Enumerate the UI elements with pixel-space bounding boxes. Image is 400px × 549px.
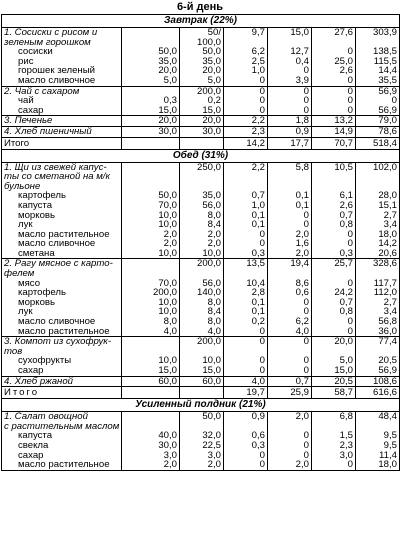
page-title: 6-й день — [176, 1, 224, 13]
net-weight: 60,0 — [180, 376, 224, 387]
kcal-value: 56,9 0 56,9 — [356, 86, 400, 116]
total-empty — [122, 387, 180, 399]
fat-value: 0 0 0 — [268, 86, 312, 116]
kcal-value: 78,6 — [356, 126, 400, 137]
total-empty — [180, 137, 224, 149]
kcal-value: 303,9 138,5 115,5 14,4 35,5 — [356, 28, 400, 87]
dish-name: 2. Чай с сахаром чай сахар — [2, 86, 122, 116]
fat-value: 19,4 8,6 0,6 0 0 6,2 4,0 — [268, 259, 312, 337]
section-title: Обед (31%) — [2, 149, 400, 162]
protein-value: 0 0 0 — [224, 337, 268, 376]
dish-name: 2. Рагу мясное с карто- фелем мясо картофель морковь лук масло сливочное масло растительное — [2, 259, 122, 337]
total-value: 17,7 — [268, 137, 312, 149]
dish-name: 1. Сосиски с рисом и зеленым горошком сосиски рис горошек зеленый масло сливочное — [2, 28, 122, 87]
dish-name: 4. Хлеб ржаной — [2, 376, 122, 387]
menu-table — [1, 14, 400, 471]
fat-value: 0,7 — [268, 376, 312, 387]
net-weight: 200,0 56,0 140,0 8,0 8,4 8,0 4,0 — [180, 259, 224, 337]
protein-value: 2,3 — [224, 126, 268, 137]
net-weight: 30,0 — [180, 126, 224, 137]
net-weight: 20,0 — [180, 116, 224, 127]
carbs-value: 27,6 0 25,0 2,6 0 — [312, 28, 356, 87]
gross-weight: 50,0 70,0 10,0 10,0 2,0 2,0 10,0 — [122, 162, 180, 259]
protein-value: 0 0 0 — [224, 86, 268, 116]
dish-row — [2, 376, 400, 387]
kcal-value: 328,6 117,7 112,0 2,7 3,4 56,8 36,0 — [356, 259, 400, 337]
dish-row — [2, 28, 400, 87]
kcal-value: 79,0 — [356, 116, 400, 127]
net-weight: 50/ 100,0 50,0 35,0 20,0 5,0 — [180, 28, 224, 87]
gross-weight: 0,3 15,0 — [122, 86, 180, 116]
total-value: 25,9 — [268, 387, 312, 399]
carbs-value: 0 0 0 — [312, 86, 356, 116]
gross-weight: 60,0 — [122, 376, 180, 387]
dish-row — [2, 86, 400, 116]
gross-weight: 20,0 — [122, 116, 180, 127]
protein-value: 9,7 6,2 2,5 1,0 0 — [224, 28, 268, 87]
kcal-value: 77,4 20,5 56,9 — [356, 337, 400, 376]
total-value: 70,7 — [312, 137, 356, 149]
protein-value: 2,2 0,7 1,0 0,1 0,1 0 0 0,3 — [224, 162, 268, 259]
section-header — [2, 15, 400, 28]
carbs-value: 25,7 0 24,2 0,7 0,8 0 0 — [312, 259, 356, 337]
total-label: Итого — [2, 387, 122, 399]
gross-weight: 70,0 200,0 10,0 10,0 8,0 4,0 — [122, 259, 180, 337]
dish-name: 1. Салат овощной с растительным маслом капуста свекла сахар масло растительное — [2, 412, 122, 471]
gross-weight: 40,0 30,0 3,0 2,0 — [122, 412, 180, 471]
total-value: 58,7 — [312, 387, 356, 399]
total-empty — [122, 137, 180, 149]
protein-value: 2,2 — [224, 116, 268, 127]
gross-weight: 30,0 — [122, 126, 180, 137]
protein-value: 0,9 0,6 0,3 0 0 — [224, 412, 268, 471]
carbs-value: 10,5 6,1 2,6 0,7 0,8 0 0 0,3 — [312, 162, 356, 259]
gross-weight: 50,0 35,0 20,0 5,0 — [122, 28, 180, 87]
protein-value: 13,5 10,4 2,8 0,1 0,1 0,2 0 — [224, 259, 268, 337]
dish-row — [2, 337, 400, 376]
total-empty — [180, 387, 224, 399]
total-value: 19,7 — [224, 387, 268, 399]
gross-weight: 10,0 15,0 — [122, 337, 180, 376]
carbs-value: 13,2 — [312, 116, 356, 127]
total-row — [2, 387, 400, 399]
total-value: 518,4 — [356, 137, 400, 149]
section-title: Завтрак (22%) — [2, 15, 400, 28]
fat-value: 0,9 — [268, 126, 312, 137]
carbs-value: 20,0 5,0 15,0 — [312, 337, 356, 376]
net-weight: 50,0 32,0 22,5 3,0 2,0 — [180, 412, 224, 471]
kcal-value: 48,4 9,5 9,5 11,4 18,0 — [356, 412, 400, 471]
kcal-value: 102,0 28,0 15,1 2,7 3,4 18,0 14,2 20,6 — [356, 162, 400, 259]
dish-row — [2, 259, 400, 337]
section-header — [2, 149, 400, 162]
fat-value: 15,0 12,7 0,4 0 3,9 — [268, 28, 312, 87]
section-title: Усиленный полдник (21%) — [2, 399, 400, 412]
dish-row — [2, 412, 400, 471]
fat-value: 1,8 — [268, 116, 312, 127]
total-label: Итого — [2, 137, 122, 149]
dish-name: 3. Компот из сухофрук- тов сухофрукты сахар — [2, 337, 122, 376]
dish-row — [2, 116, 400, 127]
dish-name: 4. Хлеб пшеничный — [2, 126, 122, 137]
carbs-value: 14,9 — [312, 126, 356, 137]
fat-value: 0 0 0 — [268, 337, 312, 376]
dish-row — [2, 162, 400, 259]
kcal-value: 108,6 — [356, 376, 400, 387]
section-header — [2, 399, 400, 412]
dish-name: 3. Печенье — [2, 116, 122, 127]
total-value: 14,2 — [224, 137, 268, 149]
dish-row — [2, 126, 400, 137]
carbs-value: 20,5 — [312, 376, 356, 387]
total-row — [2, 137, 400, 149]
total-value: 616,6 — [356, 387, 400, 399]
net-weight: 200,0 10,0 15,0 — [180, 337, 224, 376]
net-weight: 250,0 35,0 56,0 8,0 8,4 2,0 2,0 10,0 — [180, 162, 224, 259]
fat-value: 5,8 0,1 0,1 0 0 2,0 1,6 2,0 — [268, 162, 312, 259]
net-weight: 200,0 0,2 15,0 — [180, 86, 224, 116]
dish-name: 1. Щи из свежей капус- ты со сметаной на м/к бульоне картофель капуста морковь лук масло растительное масло сливочное сметана — [2, 162, 122, 259]
carbs-value: 6,8 1,5 2,3 3,0 0 — [312, 412, 356, 471]
menu-table-body — [2, 15, 400, 471]
protein-value: 4,0 — [224, 376, 268, 387]
fat-value: 2,0 0 0 0 2,0 — [268, 412, 312, 471]
